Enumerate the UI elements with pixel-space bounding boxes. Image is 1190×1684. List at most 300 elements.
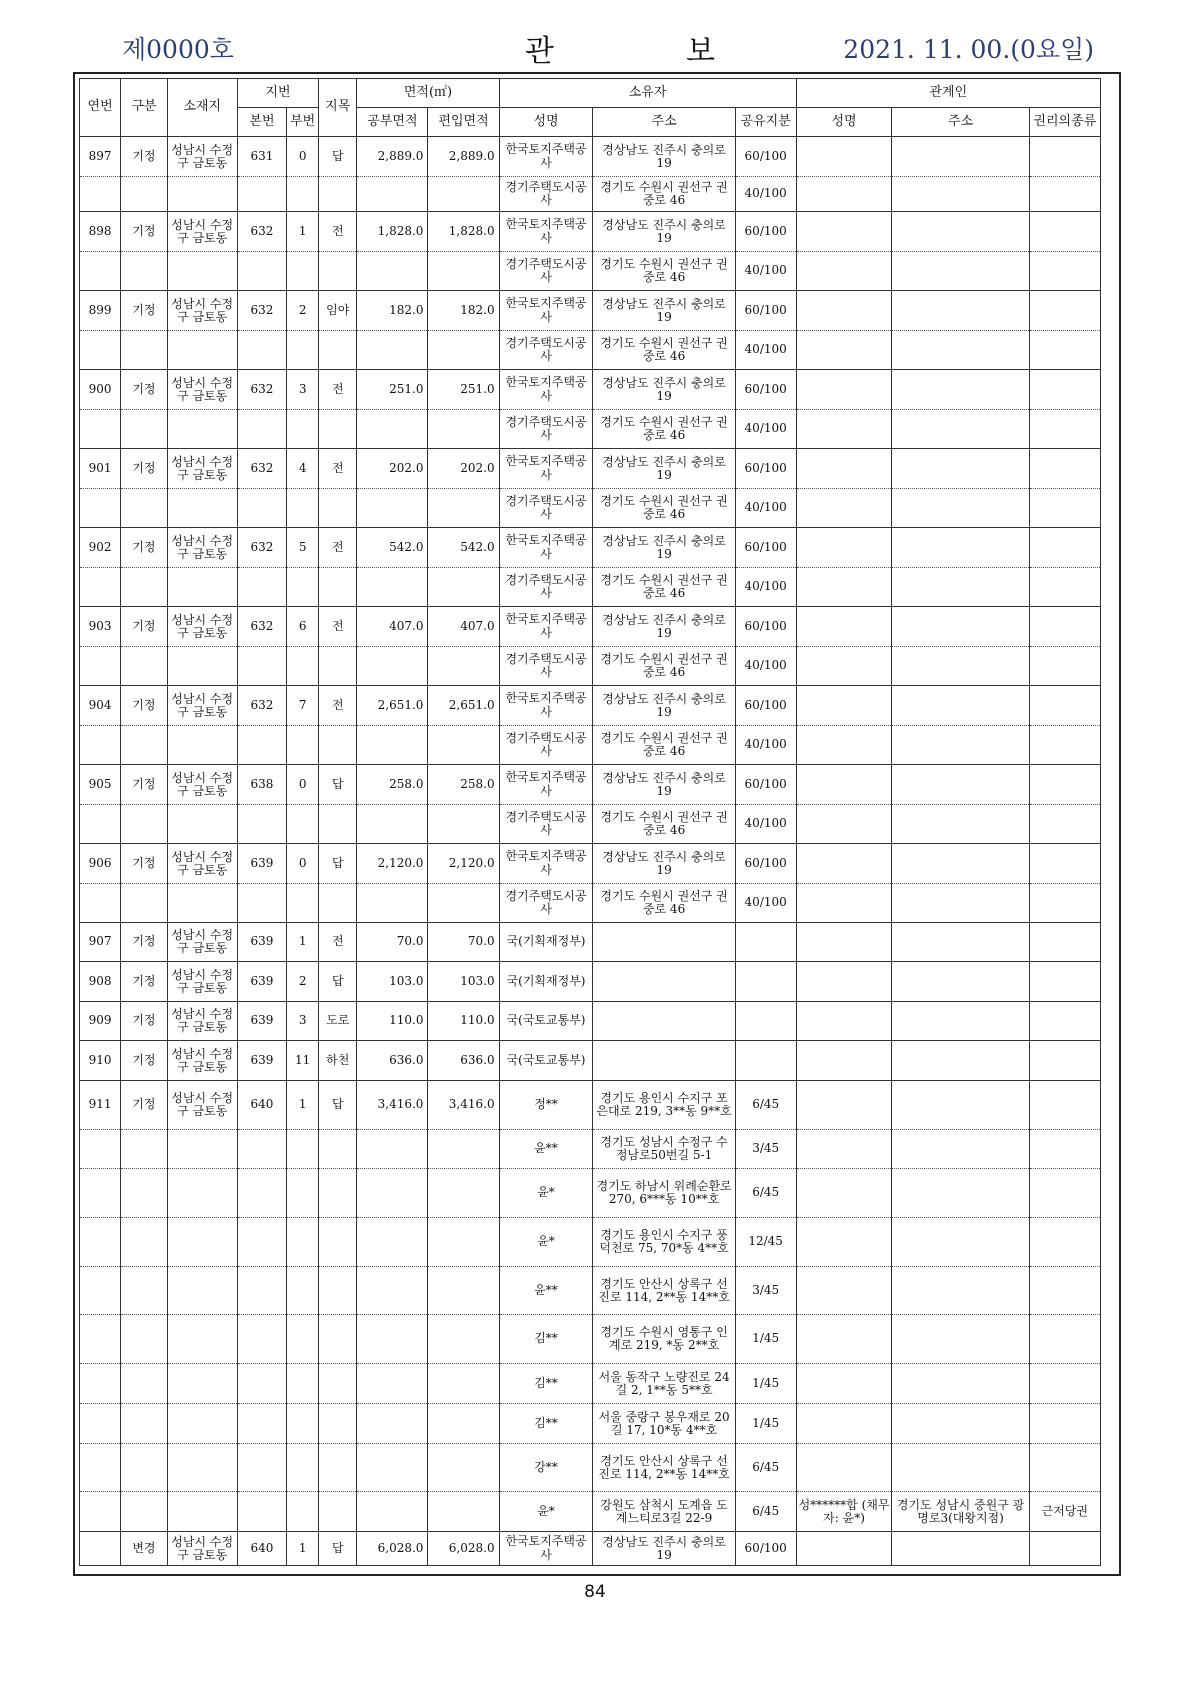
cell-seq: 900 [80,370,121,410]
cell-lot-main [237,568,286,607]
cell-location: 성남시 수정구 금토동 [167,291,237,331]
cell-rel-name [796,1364,892,1404]
cell-rel-name [796,291,892,331]
cell-lot-sub [287,489,319,528]
cell-seq: 897 [80,137,121,177]
cell-rel-right [1029,884,1100,923]
cell-owner-share: 40/100 [735,177,796,212]
cell-rel-name [796,647,892,686]
cell-owner-share: 1/45 [735,1364,796,1404]
cell-area-public [357,177,428,212]
cell-owner-addr: 경기도 성남시 수정구 수정남로50번길 5-1 [593,1130,735,1169]
cell-rel-right [1029,962,1100,1002]
cell-owner-addr: 경상남도 진주시 충의로 19 [593,765,735,805]
cell-location: 성남시 수정구 금토동 [167,1002,237,1041]
cell-owner-share: 60/100 [735,686,796,726]
cell-lot-sub: 2 [287,962,319,1002]
table-row [80,331,1101,370]
cell-lot-main [237,1444,286,1492]
cell-division [121,1218,167,1267]
cell-lot-main [237,1315,286,1364]
cell-owner-name: 윤* [499,1169,593,1218]
cell-location [167,1492,237,1532]
cell-lot-main: 632 [237,449,286,489]
cell-division: 기정 [121,1081,167,1130]
cell-rel-addr [892,1444,1029,1492]
cell-seq: 907 [80,923,121,962]
cell-owner-share: 40/100 [735,331,796,370]
cell-seq [80,177,121,212]
cell-area-public: 407.0 [357,607,428,647]
cell-division [121,1169,167,1218]
table-row [80,1364,1101,1404]
cell-division: 기정 [121,765,167,805]
col-rel-addr: 주소 [892,108,1029,137]
cell-seq: 911 [80,1081,121,1130]
cell-owner-name: 한국토지주택공사 [499,844,593,884]
cell-area-incorp: 636.0 [428,1041,499,1081]
table-row [80,1002,1101,1041]
cell-seq [80,726,121,765]
cell-lot-main [237,1404,286,1444]
cell-lot-main: 640 [237,1081,286,1130]
cell-lot-main [237,1492,286,1532]
cell-lot-sub: 5 [287,528,319,568]
cell-division: 기정 [121,291,167,331]
cell-division: 기정 [121,528,167,568]
cell-rel-addr [892,962,1029,1002]
col-area: 면적(㎡) [357,79,499,108]
table-row [80,177,1101,212]
cell-seq: 903 [80,607,121,647]
cell-lot-sub: 0 [287,765,319,805]
cell-rel-addr [892,607,1029,647]
cell-area-public [357,1364,428,1404]
cell-owner-addr [593,1041,735,1081]
cell-rel-right [1029,177,1100,212]
cell-category [319,1267,357,1315]
cell-rel-right [1029,1169,1100,1218]
cell-lot-main: 638 [237,765,286,805]
cell-owner-name: 경기주택도시공사 [499,177,593,212]
cell-owner-name: 한국토지주택공사 [499,607,593,647]
cell-rel-right [1029,1218,1100,1267]
cell-rel-name [796,923,892,962]
issue-number: 제0000호 [122,35,234,64]
cell-area-incorp [428,884,499,923]
cell-category [319,489,357,528]
cell-area-public [357,252,428,291]
cell-seq [80,1444,121,1492]
cell-seq: 909 [80,1002,121,1041]
cell-location: 성남시 수정구 금토동 [167,765,237,805]
cell-rel-addr [892,1041,1029,1081]
cell-seq: 910 [80,1041,121,1081]
cell-owner-addr [593,1002,735,1041]
cell-rel-right [1029,252,1100,291]
cell-rel-addr [892,370,1029,410]
cell-rel-name [796,1081,892,1130]
cell-seq [80,252,121,291]
cell-owner-addr: 경기도 수원시 권선구 권중로 46 [593,568,735,607]
cell-lot-sub [287,1444,319,1492]
cell-rel-name [796,212,892,252]
cell-owner-name: 경기주택도시공사 [499,489,593,528]
cell-area-incorp: 202.0 [428,449,499,489]
cell-rel-addr [892,1218,1029,1267]
cell-location: 성남시 수정구 금토동 [167,844,237,884]
cell-rel-addr [892,252,1029,291]
cell-lot-sub [287,1267,319,1315]
cell-owner-name: 한국토지주택공사 [499,765,593,805]
cell-category: 전 [319,370,357,410]
cell-area-incorp [428,252,499,291]
cell-area-public: 70.0 [357,923,428,962]
cell-area-public [357,1404,428,1444]
cell-rel-addr [892,726,1029,765]
cell-area-public: 103.0 [357,962,428,1002]
table-row [80,1444,1101,1492]
cell-area-public [357,1130,428,1169]
cell-seq [80,1492,121,1532]
cell-category [319,177,357,212]
col-lot-main: 본번 [237,108,286,137]
cell-rel-right [1029,370,1100,410]
cell-area-public [357,331,428,370]
cell-lot-sub: 3 [287,1002,319,1041]
cell-area-public: 636.0 [357,1041,428,1081]
cell-location: 성남시 수정구 금토동 [167,528,237,568]
cell-lot-sub: 11 [287,1041,319,1081]
cell-location [167,726,237,765]
cell-rel-name [796,137,892,177]
cell-division: 기정 [121,962,167,1002]
cell-rel-right [1029,331,1100,370]
cell-rel-addr [892,1169,1029,1218]
cell-seq [80,331,121,370]
cell-lot-main: 639 [237,923,286,962]
cell-seq [80,1315,121,1364]
cell-lot-sub [287,1169,319,1218]
cell-owner-name: 국(기획재정부) [499,923,593,962]
cell-owner-addr: 경상남도 진주시 충의로 19 [593,844,735,884]
cell-lot-main: 639 [237,1041,286,1081]
cell-owner-share: 40/100 [735,568,796,607]
cell-seq [80,410,121,449]
cell-owner-share: 1/45 [735,1315,796,1364]
table-row [80,1267,1101,1315]
cell-rel-right [1029,1364,1100,1404]
table-row [80,844,1101,884]
cell-location [167,568,237,607]
cell-category [319,647,357,686]
cell-rel-addr [892,449,1029,489]
cell-division: 기정 [121,449,167,489]
cell-seq [80,805,121,844]
cell-owner-addr: 경상남도 진주시 충의로 19 [593,528,735,568]
cell-category: 전 [319,923,357,962]
cell-area-public: 2,651.0 [357,686,428,726]
cell-rel-name [796,331,892,370]
cell-category [319,410,357,449]
cell-seq: 902 [80,528,121,568]
cell-rel-addr [892,923,1029,962]
cell-area-incorp [428,1315,499,1364]
cell-owner-name: 한국토지주택공사 [499,370,593,410]
cell-area-public [357,568,428,607]
cell-area-public [357,489,428,528]
cell-rel-addr [892,410,1029,449]
cell-seq [80,568,121,607]
cell-lot-sub [287,1218,319,1267]
cell-owner-share: 60/100 [735,137,796,177]
cell-lot-sub: 0 [287,137,319,177]
cell-location: 성남시 수정구 금토동 [167,962,237,1002]
cell-seq [80,489,121,528]
cell-lot-sub: 0 [287,844,319,884]
cell-lot-sub: 3 [287,370,319,410]
cell-rel-addr [892,1364,1029,1404]
cell-rel-right [1029,1081,1100,1130]
cell-location [167,884,237,923]
table-row [80,1041,1101,1081]
cell-rel-addr [892,1404,1029,1444]
cell-rel-right [1029,410,1100,449]
cell-rel-right [1029,923,1100,962]
col-lot: 지번 [237,79,318,108]
cell-area-incorp [428,726,499,765]
cell-division [121,331,167,370]
cell-lot-sub [287,726,319,765]
cell-rel-right [1029,291,1100,331]
cell-owner-share: 3/45 [735,1267,796,1315]
cell-category [319,252,357,291]
cell-rel-right [1029,1315,1100,1364]
cell-rel-right [1029,686,1100,726]
cell-lot-sub: 2 [287,291,319,331]
cell-rel-right [1029,726,1100,765]
cell-rel-name [796,528,892,568]
cell-category: 전 [319,686,357,726]
cell-division: 기정 [121,1002,167,1041]
cell-area-public [357,726,428,765]
cell-rel-addr [892,884,1029,923]
cell-category: 도로 [319,1002,357,1041]
cell-owner-addr: 경기도 안산시 상록구 선진로 114, 2**동 14**호 [593,1444,735,1492]
cell-area-public [357,1267,428,1315]
cell-rel-right [1029,647,1100,686]
cell-rel-addr [892,177,1029,212]
cell-location [167,1130,237,1169]
cell-lot-sub [287,331,319,370]
cell-category [319,884,357,923]
cell-rel-right [1029,607,1100,647]
cell-rel-right [1029,1444,1100,1492]
cell-owner-addr: 경기도 하남시 위례순환로 270, 6***동 10**호 [593,1169,735,1218]
cell-rel-name [796,765,892,805]
cell-location: 성남시 수정구 금토동 [167,607,237,647]
cell-rel-name [796,1532,892,1566]
cell-location [167,1218,237,1267]
cell-area-incorp [428,1404,499,1444]
col-seq: 연번 [80,79,121,137]
cell-rel-name [796,962,892,1002]
cell-owner-name: 국(국토교통부) [499,1041,593,1081]
cell-category: 답 [319,1081,357,1130]
cell-owner-addr: 경기도 안산시 상록구 선진로 114, 2**동 14**호 [593,1267,735,1315]
col-rel-right: 권리의종류 [1029,108,1100,137]
cell-rel-right [1029,1532,1100,1566]
cell-category: 답 [319,765,357,805]
cell-owner-addr: 경기도 수원시 권선구 권중로 46 [593,805,735,844]
cell-location [167,1444,237,1492]
cell-division [121,1404,167,1444]
cell-area-incorp: 103.0 [428,962,499,1002]
col-owner-share: 공유지분 [735,108,796,137]
cell-owner-name: 김** [499,1404,593,1444]
cell-rel-addr [892,331,1029,370]
table-row [80,686,1101,726]
cell-lot-main [237,177,286,212]
cell-lot-main [237,884,286,923]
cell-category [319,1444,357,1492]
cell-rel-right [1029,449,1100,489]
title-left: 관 [525,34,554,69]
cell-category: 전 [319,607,357,647]
cell-area-incorp: 3,416.0 [428,1081,499,1130]
col-rel-name: 성명 [796,108,892,137]
cell-area-incorp [428,1364,499,1404]
cell-rel-name [796,1315,892,1364]
cell-lot-main [237,1130,286,1169]
cell-area-public: 258.0 [357,765,428,805]
cell-owner-name: 윤** [499,1267,593,1315]
cell-category [319,1315,357,1364]
cell-rel-name [796,884,892,923]
cell-lot-main: 639 [237,1002,286,1041]
cell-rel-addr [892,1532,1029,1566]
cell-owner-name: 윤* [499,1218,593,1267]
cell-rel-addr [892,1267,1029,1315]
cell-owner-share: 6/45 [735,1492,796,1532]
cell-location: 성남시 수정구 금토동 [167,449,237,489]
cell-seq: 898 [80,212,121,252]
table-row [80,1532,1101,1566]
cell-owner-name: 한국토지주택공사 [499,212,593,252]
cell-location [167,1267,237,1315]
cell-owner-addr: 경기도 수원시 영통구 인계로 219, *동 2**호 [593,1315,735,1364]
cell-seq [80,1169,121,1218]
cell-owner-name: 윤* [499,1492,593,1532]
table-row [80,212,1101,252]
cell-area-public [357,410,428,449]
cell-area-public: 2,120.0 [357,844,428,884]
cell-owner-share: 40/100 [735,410,796,449]
page-number: 84 [584,1582,606,1602]
cell-owner-share: 60/100 [735,765,796,805]
cell-area-public: 2,889.0 [357,137,428,177]
cell-owner-share: 40/100 [735,647,796,686]
cell-category: 답 [319,137,357,177]
cell-division [121,1130,167,1169]
cell-seq [80,1130,121,1169]
cell-division [121,1364,167,1404]
cell-area-incorp: 6,028.0 [428,1532,499,1566]
cell-owner-addr [593,962,735,1002]
cell-owner-name: 정** [499,1081,593,1130]
cell-rel-right [1029,212,1100,252]
cell-division [121,1444,167,1492]
cell-seq: 906 [80,844,121,884]
cell-seq [80,647,121,686]
cell-category [319,1130,357,1169]
cell-location [167,1315,237,1364]
cell-owner-share: 12/45 [735,1218,796,1267]
cell-owner-addr: 서울 동작구 노량진로 24길 2, 1**동 5**호 [593,1364,735,1404]
cell-division [121,1492,167,1532]
cell-location: 성남시 수정구 금토동 [167,1532,237,1566]
cell-owner-name: 경기주택도시공사 [499,410,593,449]
cell-lot-main [237,1218,286,1267]
cell-division: 기정 [121,686,167,726]
col-owner-addr: 주소 [593,108,735,137]
cell-area-public [357,1218,428,1267]
table-row [80,489,1101,528]
cell-location: 성남시 수정구 금토동 [167,137,237,177]
cell-owner-addr: 경상남도 진주시 충의로 19 [593,370,735,410]
cell-lot-sub [287,1364,319,1404]
cell-area-incorp [428,647,499,686]
cell-seq: 899 [80,291,121,331]
cell-owner-name: 경기주택도시공사 [499,252,593,291]
table-row [80,449,1101,489]
cell-division: 기정 [121,844,167,884]
cell-owner-share [735,1002,796,1041]
table-row [80,1218,1101,1267]
cell-rel-name [796,607,892,647]
land-table [79,78,1101,1566]
cell-lot-main: 632 [237,528,286,568]
cell-lot-main: 639 [237,962,286,1002]
cell-location [167,1404,237,1444]
table-row [80,1130,1101,1169]
cell-seq [80,1364,121,1404]
cell-area-incorp [428,1444,499,1492]
cell-category: 답 [319,1532,357,1566]
cell-category [319,1364,357,1404]
cell-lot-main: 632 [237,212,286,252]
cell-owner-addr: 경기도 수원시 권선구 권중로 46 [593,884,735,923]
cell-lot-main [237,1364,286,1404]
cell-division [121,568,167,607]
page-title [525,26,715,70]
cell-lot-sub: 6 [287,607,319,647]
cell-owner-share: 6/45 [735,1444,796,1492]
cell-owner-share: 60/100 [735,1532,796,1566]
cell-rel-right [1029,1002,1100,1041]
cell-location: 성남시 수정구 금토동 [167,923,237,962]
cell-owner-name: 한국토지주택공사 [499,1532,593,1566]
cell-owner-name: 윤** [499,1130,593,1169]
cell-location [167,647,237,686]
cell-area-incorp [428,1130,499,1169]
cell-owner-name: 경기주택도시공사 [499,331,593,370]
cell-owner-name: 한국토지주택공사 [499,686,593,726]
cell-owner-addr: 경기도 수원시 권선구 권중로 46 [593,489,735,528]
cell-seq: 908 [80,962,121,1002]
cell-owner-name: 경기주택도시공사 [499,805,593,844]
cell-lot-main [237,805,286,844]
